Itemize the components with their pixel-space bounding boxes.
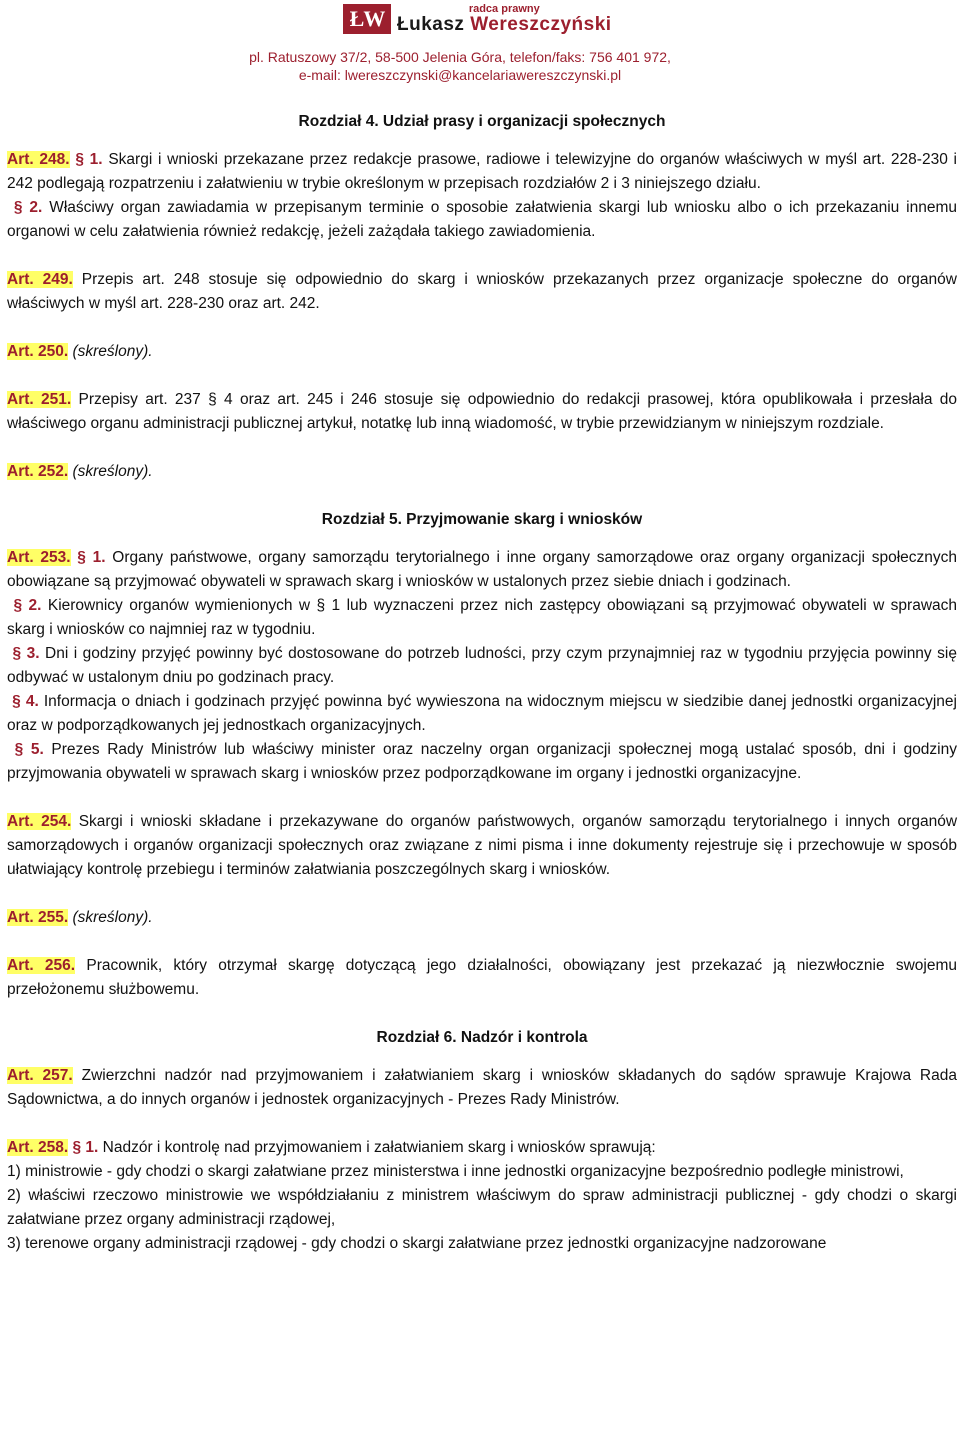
article-label: Art. 255.	[7, 909, 69, 926]
logo-mark: ŁW	[343, 4, 391, 34]
article-250	[7, 340, 957, 364]
chapter-4-title: Rozdział 4. Udział prasy i organizacji społecznych	[298, 113, 666, 130]
article-254	[7, 810, 957, 882]
article-257	[7, 1064, 957, 1112]
email-line: e-mail: lwereszczynski@kancelariawereszczynski.pl	[298, 67, 622, 83]
logo-first-name: Łukasz	[397, 14, 465, 35]
document-body	[7, 110, 957, 1256]
paragraph-label: § 2.	[13, 597, 42, 614]
paragraph-label: § 4.	[12, 693, 39, 710]
chapter-5-title: Rozdział 5. Przyjmowanie skarg i wniosków	[321, 511, 643, 528]
article-248-par-1	[7, 148, 957, 196]
article-255	[7, 906, 957, 930]
list-item: 3) terenowe organy administracji rządowej - gdy chodzi o skargi załatwiane przez jednostki organizacyjne nadzorowane	[7, 1235, 827, 1252]
chapter-6-title: Rozdział 6. Nadzór i kontrola	[376, 1029, 588, 1046]
list-item: 1) ministrowie - gdy chodzi o skargi załatwiane przez ministerstwa i inne jednostki organizacyjne bezpośrednio podległe ministrowi,	[7, 1163, 904, 1180]
paragraph-label: § 1.	[72, 1139, 99, 1156]
article-text: Skargi i wnioski składane i przekazywane do organów państwowych, organów samorządu terytorialnego i innych organów samorządowych i organów organizacji społecznych oraz związane z nimi pisma i inne dokumenty rejestruje się i przechowuje w sposób ułatwiający kontrolę przebiegu i terminów załatwiania poszczególnych skarg i wniosków.	[7, 813, 958, 878]
article-text: Pracownik, który otrzymał skargę dotyczącą jego działalności, obowiązany jest przekazać ją niezwłocznie swojemu przełożonemu służbowemu.	[7, 957, 958, 998]
address-line: pl. Ratuszowy 37/2, 58-500 Jelenia Góra, telefon/faks: 756 401 972,	[249, 49, 671, 65]
article-253-par-4	[7, 690, 957, 738]
article-248-par-2	[7, 196, 957, 244]
article-text: Przepisy art. 237 § 4 oraz art. 245 i 246 stosuje się odpowiednio do redakcji prasowej, która opublikowała i przesłała do właściwego organu administracji publicznej artykuł, notatkę lub inną wiadomość, w trybie przewidzianym w niniejszym rozdziale.	[7, 391, 957, 432]
article-label: Art. 254.	[7, 813, 72, 830]
logo-last-name: Wereszczyński	[470, 14, 612, 35]
article-251	[7, 388, 957, 436]
paragraph-label: § 3.	[12, 645, 40, 662]
article-256	[7, 954, 957, 1002]
paragraph-label: § 5.	[14, 741, 44, 758]
article-label: Art. 250.	[7, 343, 69, 360]
article-text: (skreślony).	[72, 463, 153, 480]
logo-text	[397, 4, 612, 34]
article-label: Art. 251.	[7, 391, 72, 408]
article-252	[7, 460, 957, 484]
article-text: Prezes Rady Ministrów lub właściwy minister oraz naczelny organ organizacji społecznej mogą ustalać sposób, dni i godziny przyjmowania obywateli w sprawach skarg i wniosków przez podporządkowane im organy i jednostki organizacyjne.	[7, 741, 957, 782]
article-label: Art. 256.	[7, 957, 76, 974]
article-text: Kierownicy organów wymienionych w § 1 lub wyznaczeni przez nich zastępcy obowiązani są przyjmować obywateli w sprawach skarg i wniosków co najmniej raz w tygodniu.	[7, 597, 958, 638]
article-253-par-5	[7, 738, 957, 786]
article-text: (skreślony).	[72, 343, 153, 360]
article-label: Art. 252.	[7, 463, 69, 480]
article-253-par-3	[7, 642, 957, 690]
article-label: Art. 248.	[7, 151, 70, 168]
article-text: Zwierzchni nadzór nad przyjmowaniem i załatwianiem skarg i wniosków składanych do sądów sprawuje Krajowa Rada Sądownictwa, a do innych organów i jednostek organizacyjnych - Prezes Rady Ministrów.	[7, 1067, 957, 1108]
article-label: Art. 253.	[7, 549, 71, 566]
paragraph-label: § 2.	[13, 199, 43, 216]
article-text: Skargi i wnioski przekazane przez redakcje prasowe, radiowe i telewizyjne do organów właściwych w myśl art. 228-230 i 242 podlegają rozpatrzeniu i załatwieniu w trybie określonym w przepisach rozdziałów 2 i 3 niniejszego działu.	[7, 151, 957, 192]
article-text: Organy państwowe, organy samorządu terytorialnego i inne organy samorządowe oraz organy organizacji społecznych obowiązane są przyjmować obywateli w sprawach skarg i wniosków w ustalonych przez siebie dniach i godzinach.	[7, 549, 958, 590]
article-249	[7, 268, 957, 316]
article-253-par-1	[7, 546, 957, 594]
article-253-par-2	[7, 594, 957, 642]
article-label: Art. 249.	[7, 271, 73, 288]
article-text: Przepis art. 248 stosuje się odpowiednio do skarg i wniosków przekazanych przez organizacje społeczne do organów właściwych w myśl art. 228-230 oraz art. 242.	[7, 271, 957, 312]
logo-subtitle: radca prawny	[468, 3, 540, 15]
article-text: Nadzór i kontrolę nad przyjmowaniem i załatwianiem skarg i wniosków sprawują:	[102, 1139, 656, 1156]
letterhead-address	[0, 48, 960, 84]
article-text: (skreślony).	[72, 909, 153, 926]
paragraph-label: § 1.	[75, 151, 103, 168]
article-text: Dni i godziny przyjęć powinny być dostosowane do potrzeb ludności, przy czym przynajmniej raz w tygodniu przyjęcia powinny się odbywać w ustalonym dniu po godzinach pracy.	[7, 645, 957, 686]
paragraph-label: § 1.	[77, 549, 106, 566]
letterhead-logo	[343, 2, 612, 36]
article-label: Art. 257.	[7, 1067, 73, 1084]
article-text: Informacja o dniach i godzinach przyjęć powinna być wywieszona na widocznym miejscu w siedzibie danej jednostki organizacyjnej oraz w podporządkowanych jej jednostkach organizacyjnych.	[7, 693, 957, 734]
list-item: 2) właściwi rzeczowo ministrowie we współdziałaniu z ministrem właściwym do spraw administracji publicznej - gdy chodzi o skargi załatwiane przez organy administracji rządowej,	[7, 1187, 957, 1228]
article-label: Art. 258.	[7, 1139, 69, 1156]
article-258-par-1	[7, 1136, 957, 1160]
article-text: Właściwy organ zawiadamia w przepisanym terminie o sposobie załatwienia skargi lub wniosku albo o ich przekazaniu innemu organowi w celu załatwienia również redakcję, jeżeli zażądała takiego zawiadomienia.	[7, 199, 958, 240]
logo-name	[397, 15, 612, 34]
